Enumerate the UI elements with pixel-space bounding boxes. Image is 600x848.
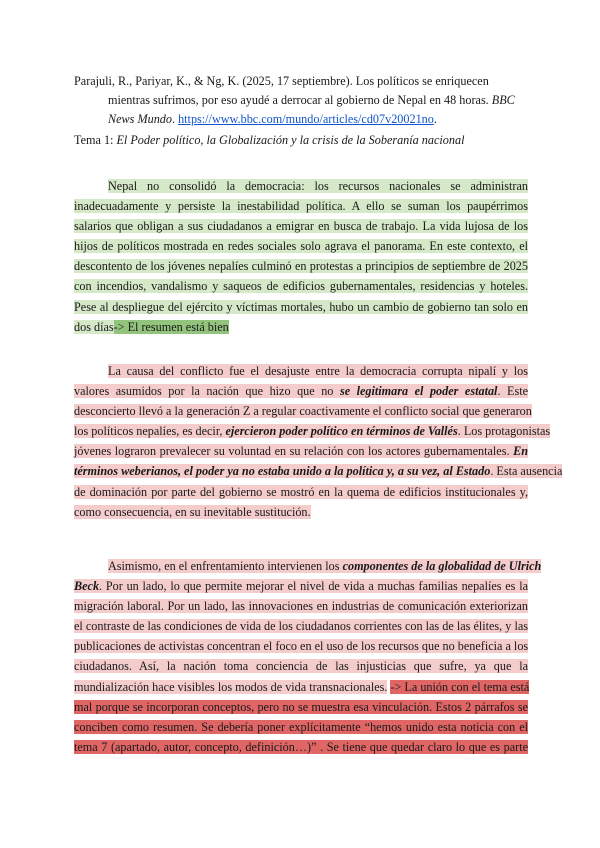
reviewer-comment-ok: -> El resumen está bien bbox=[113, 319, 229, 334]
paragraph-line: descontento de los jóvenes nepalíes culminó en protestas a principios de septiembre de 2025 bbox=[74, 259, 528, 274]
topic-title: El Poder político, la Globalización y la crisis de la Soberanía nacional bbox=[116, 133, 465, 147]
paragraph-line: Asimismo, en el enfrentamiento intervienen los componentes de la globalidad de Ulrich bbox=[108, 559, 542, 573]
paragraph-line: valores asumidos por la nación que hizo que no se legitimara el poder estatal. Este bbox=[74, 384, 529, 399]
reviewer-comment-issue: mal porque se incorporan conceptos, pero no se muestra esa vinculación. Estos 2 párrafos se bbox=[74, 699, 528, 714]
topic-prefix: Tema 1: bbox=[74, 133, 114, 147]
paragraph-line: mundialización hace visibles los modos de vida transnacionales. -> La unión con el tema está bbox=[74, 679, 530, 694]
topic-heading bbox=[74, 133, 464, 148]
summary-paragraph bbox=[74, 176, 528, 337]
analysis-paragraph-2 bbox=[74, 556, 542, 757]
paragraph-line: salarios que obligan a sus ciudadanos a emigrar en busca de trabajo. La vida lujosa de los bbox=[74, 219, 528, 234]
key-concept: componentes de la globalidad de Ulrich bbox=[342, 559, 542, 573]
paragraph-line bbox=[74, 737, 528, 757]
paragraph-line: de dominación por parte del gobierno se mostró en la quema de edificios institucionales y, bbox=[74, 484, 528, 499]
paragraph-line: desconcierto llevó a la generación Z a regular coactivamente el conflicto social que generaron bbox=[74, 404, 532, 419]
key-concept: ejercieron poder político en términos de Vallés bbox=[225, 424, 458, 439]
key-concept: términos weberianos, el poder ya no estaba unido a la política y, a su vez, al Estado bbox=[74, 464, 491, 479]
analysis-paragraph-1 bbox=[74, 361, 563, 522]
key-concept: se legitimara el poder estatal bbox=[339, 384, 498, 399]
reference-article-title: mientras sufrimos, por eso ayudé a derrocar al gobierno de Nepal en 48 horas. bbox=[108, 93, 489, 107]
reviewer-comment-issue: -> La unión con el tema está bbox=[390, 679, 530, 694]
key-concept: En bbox=[513, 444, 529, 459]
paragraph-line: La causa del conflicto fue el desajuste entre la democracia corrupta nipalí y los bbox=[108, 364, 528, 378]
reviewer-comment-issue: tema 7 (apartado, autor, concepto, definición…)” . Se tiene que quedar claro lo que es parte bbox=[74, 739, 528, 754]
paragraph-line bbox=[74, 697, 528, 717]
paragraph-line: hijos de políticos mostrada en redes sociales solo agrava el panorama. En este contexto, el bbox=[74, 239, 528, 254]
paragraph-line: Pese al despliegue del ejército y víctimas mortales, hubo un cambio de gobierno tan solo en bbox=[74, 299, 528, 314]
paragraph-line: inadecuadamente y persiste la inestabilidad política. A ello se suman los paupérrimos bbox=[74, 199, 528, 214]
paragraph-line: Nepal no consolidó la democracia: los recursos nacionales se administran bbox=[108, 179, 528, 193]
reference-line-3 bbox=[74, 110, 530, 129]
reference-line-2 bbox=[74, 91, 530, 110]
paragraph-line: publicaciones de activistas concentran el foco en el uso de los recursos que no beneficia a los bbox=[74, 639, 529, 654]
paragraph-line: con incendios, vandalismo y saqueos de edificios gubernamentales, residencias y hoteles. bbox=[74, 279, 528, 294]
reference-url-link[interactable]: https://www.bbc.com/mundo/articles/cd07v20021no bbox=[178, 112, 434, 126]
reference-line-1: Parajuli, R., Pariyar, K., & Ng, K. (2025, 17 septiembre). Los políticos se enriquecen bbox=[74, 74, 489, 88]
reference-sep: . bbox=[171, 112, 176, 126]
paragraph-line: los políticos nepalíes, es decir, ejercieron poder político en términos de Vallés. Los protagonistas bbox=[74, 424, 551, 439]
paragraph-line: como consecuencia, en su inevitable sustitución. bbox=[74, 504, 311, 519]
key-concept: Beck bbox=[74, 579, 100, 594]
bibliographic-reference bbox=[74, 72, 530, 129]
paragraph-line: el contraste de las condiciones de vida de los ciudadanos corrientes con las de las élites, y las bbox=[74, 619, 528, 634]
paragraph-line: dos días-> El resumen está bien bbox=[74, 319, 229, 334]
paragraph-line bbox=[74, 717, 528, 737]
reviewer-comment-issue: conciben como resumen. Se debería poner explícitamente “hemos unido esta noticia con el bbox=[74, 719, 528, 734]
paragraph-line: Beck. Por un lado, lo que permite mejorar el nivel de vida a muchas familias nepalíes es la bbox=[74, 579, 528, 594]
paragraph-line: migración laboral. Por un lado, las innovaciones en industrias de comunicación exteriorizan bbox=[74, 599, 528, 614]
reference-end: . bbox=[433, 112, 437, 126]
paragraph-line: ciudadanos. Así, la nación toma conciencia de las injusticias que sufre, ya que la bbox=[74, 659, 528, 674]
paragraph-line: jóvenes lograron prevalecer su voluntad en su relación con los actores gubernamentales. En bbox=[74, 444, 529, 459]
reference-source-a: BBC bbox=[491, 93, 515, 107]
reference-source-b: News Mundo bbox=[108, 112, 172, 126]
paragraph-line: términos weberianos, el poder ya no estaba unido a la política y, a su vez, al Estado. Esta ausencia bbox=[74, 464, 563, 479]
